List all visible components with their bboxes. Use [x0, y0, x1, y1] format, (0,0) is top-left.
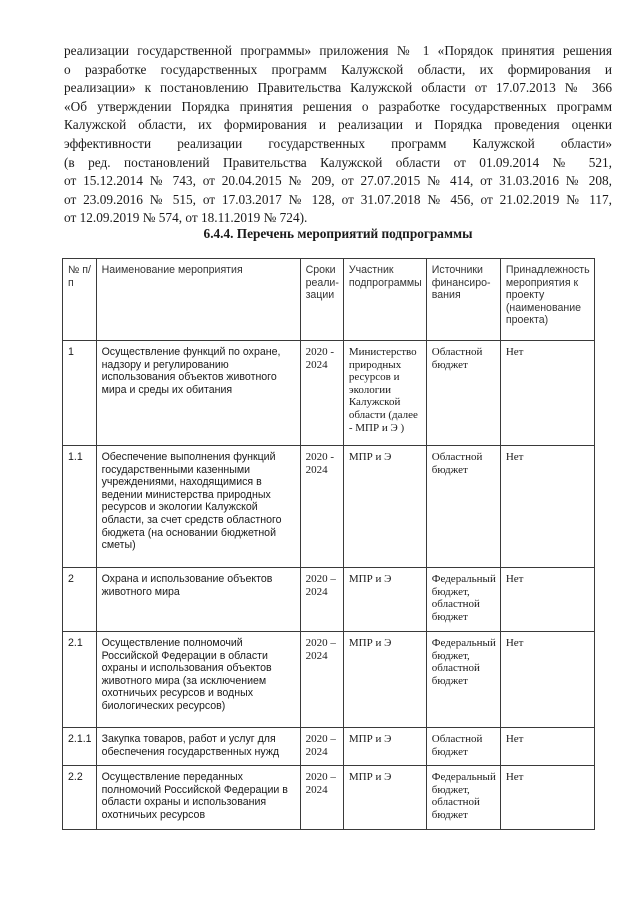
table-row	[63, 728, 595, 766]
intro-paragraph	[64, 42, 612, 228]
events-table	[62, 258, 595, 830]
table-row	[63, 766, 595, 830]
cell-num: 2	[63, 568, 97, 632]
cell-name: Охрана и использование объектов животного мира	[96, 568, 300, 632]
cell-project: Нет	[500, 766, 594, 830]
cell-project: Нет	[500, 568, 594, 632]
cell-project: Нет	[500, 446, 594, 568]
cell-participant: МПР и Э	[343, 766, 426, 830]
cell-name: Закупка товаров, работ и услуг для обеспечения государственных нужд	[96, 728, 300, 766]
cell-funding: Областной бюджет	[426, 728, 500, 766]
cell-participant: Министерство природных ресурсов и экологии Калужской области (далее - МПР и Э )	[343, 341, 426, 446]
header-term: Сроки реали-зации	[300, 259, 343, 341]
cell-num: 1.1	[63, 446, 97, 568]
cell-num: 1	[63, 341, 97, 446]
intro-line: от 23.09.2016 № 515, от 17.03.2017 № 128, от 31.07.2018 № 456, от 21.02.2019 № 117,	[64, 191, 612, 207]
cell-name: Осуществление переданных полномочий Российской Федерации в области охраны и использования охотничьих ресурсов	[96, 766, 300, 830]
cell-participant: МПР и Э	[343, 728, 426, 766]
cell-term: 2020 – 2024	[300, 766, 343, 830]
section-heading: 6.4.4. Перечень мероприятий подпрограммы	[203, 226, 473, 241]
cell-participant: МПР и Э	[343, 446, 426, 568]
header-participant: Участник подпрограммы	[343, 259, 426, 341]
intro-line: «Об утверждении Порядка принятия решения о разработке государственных программ	[64, 98, 612, 114]
cell-name: Осуществление полномочий Российской Федерации в области охраны и использования объектов животного мира (за исключением охотничьих ресурсов и водных биологических ресурсов)	[96, 632, 300, 728]
table-row	[63, 632, 595, 728]
table-row	[63, 446, 595, 568]
header-num: № п/п	[63, 259, 97, 341]
cell-num: 2.1.1	[63, 728, 97, 766]
table-row	[63, 341, 595, 446]
cell-term: 2020 – 2024	[300, 728, 343, 766]
cell-project: Нет	[500, 341, 594, 446]
header-project: Принадлежность мероприятия к проекту (наименование проекта)	[500, 259, 594, 341]
intro-line: от 15.12.2014 № 743, от 20.04.2015 № 209, от 27.07.2015 № 414, от 31.03.2016 № 208,	[64, 173, 612, 189]
intro-line: Калужской области, их формирования и реализации и Порядка проведения оценки	[64, 117, 612, 133]
cell-num: 2.1	[63, 632, 97, 728]
header-name: Наименование мероприятия	[96, 259, 300, 341]
cell-name: Осуществление функций по охране, надзору и регулированию использования объектов животного мира и среды их обитания	[96, 341, 300, 446]
intro-line: реализации государственной программы» приложения № 1 «Порядок принятия решения	[64, 43, 612, 58]
table-header-row	[63, 259, 595, 341]
intro-line: эффективности реализации государственных программ Калужской области»	[64, 135, 612, 151]
cell-funding: Федеральный бюджет, областной бюджет	[426, 568, 500, 632]
cell-participant: МПР и Э	[343, 632, 426, 728]
cell-project: Нет	[500, 632, 594, 728]
cell-project: Нет	[500, 728, 594, 766]
cell-funding: Федеральный бюджет, областной бюджет	[426, 632, 500, 728]
cell-term: 2020 - 2024	[300, 341, 343, 446]
intro-line: реализации» к постановлению Правительства Калужской области от 17.07.2013 № 366	[64, 80, 612, 96]
cell-name: Обеспечение выполнения функций государственными казенными учреждениями, находящимися в ведении министерства природных ресурсов и экологии Калужской области, за счет средств областного бюджета (на основании бюджетной сметы)	[96, 446, 300, 568]
table-row	[63, 568, 595, 632]
cell-funding: Областной бюджет	[426, 341, 500, 446]
cell-participant: МПР и Э	[343, 568, 426, 632]
cell-funding: Федеральный бюджет, областной бюджет	[426, 766, 500, 830]
intro-line: (в ред. постановлений Правительства Калужской области от 01.09.2014 № 521,	[64, 154, 612, 170]
cell-term: 2020 – 2024	[300, 632, 343, 728]
cell-funding: Областной бюджет	[426, 446, 500, 568]
intro-line: от 12.09.2019 № 574, от 18.11.2019 № 724).	[64, 210, 308, 226]
header-funding: Источники финансиро-вания	[426, 259, 500, 341]
cell-term: 2020 – 2024	[300, 568, 343, 632]
intro-line: о разработке государственных программ Калужской области, их формирования и	[64, 61, 612, 77]
cell-num: 2.2	[63, 766, 97, 830]
cell-term: 2020 - 2024	[300, 446, 343, 568]
